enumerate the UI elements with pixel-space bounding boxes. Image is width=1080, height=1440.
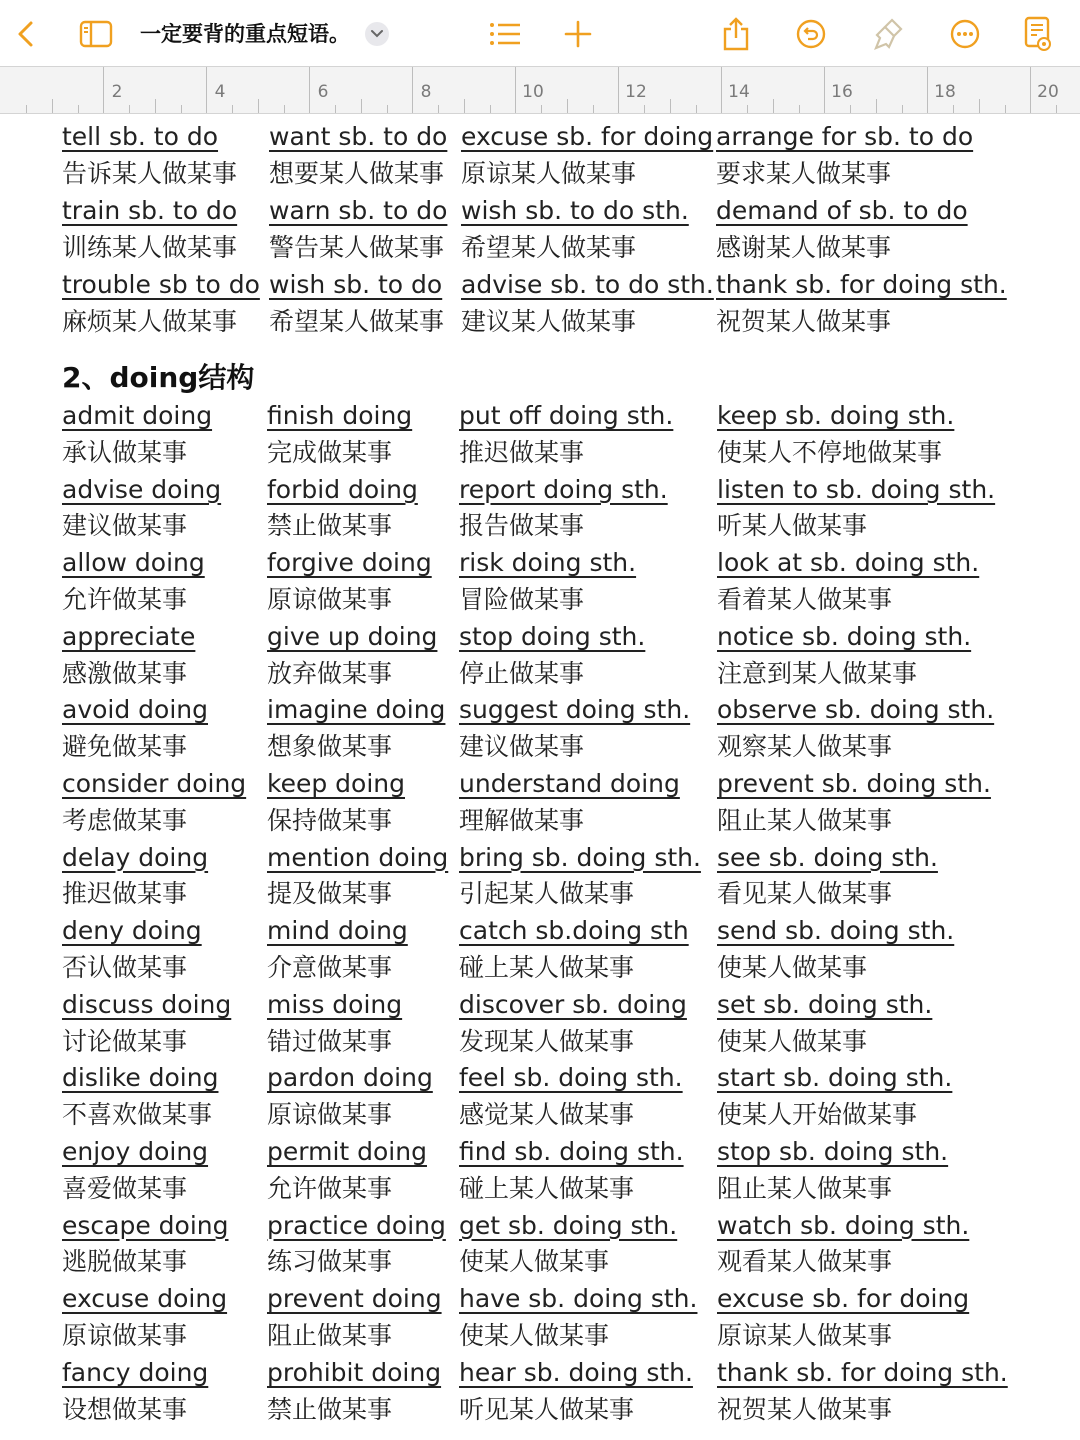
phrase-en[interactable]: start sb. doing sth. [717, 1063, 953, 1093]
column [269, 118, 447, 340]
phrase-zh[interactable]: 阻止某人做某事 [717, 1173, 893, 1203]
phrase-zh[interactable]: 碰上某人做某事 [459, 952, 635, 982]
phrase-zh[interactable]: 逃脱做某事 [62, 1247, 188, 1277]
phrase-zh[interactable]: 避免做某事 [62, 732, 188, 762]
phrase-en[interactable]: stop sb. doing sth. [717, 1136, 949, 1166]
ruler-label: 4 [214, 82, 226, 102]
phrase-zh[interactable]: 推迟做某事 [459, 437, 585, 467]
phrase-en[interactable]: bring sb. doing sth. [459, 842, 701, 872]
list-icon[interactable] [485, 14, 525, 54]
phrase-en[interactable]: stop doing sth. [459, 621, 646, 651]
ruler-label: 20 [1037, 82, 1059, 102]
phrase-zh[interactable]: 完成做某事 [267, 437, 393, 467]
column [62, 398, 246, 1428]
phrase-zh[interactable]: 建议做某事 [62, 511, 188, 541]
phrase-zh[interactable]: 承认做某事 [62, 437, 188, 467]
phrase-en[interactable]: miss doing [267, 989, 403, 1019]
back-icon[interactable] [6, 14, 46, 54]
column [716, 118, 1007, 340]
phrase-en[interactable]: tell sb. to do [62, 122, 219, 151]
phrase-en[interactable]: observe sb. doing sth. [717, 695, 995, 725]
phrase-zh[interactable]: 考虑做某事 [62, 805, 188, 835]
phrase-en[interactable]: imagine doing [267, 695, 446, 725]
phrase-zh[interactable]: 建议做某事 [459, 732, 585, 762]
phrase-en[interactable]: avoid doing [62, 695, 208, 725]
phrase-zh[interactable]: 设想做某事 [62, 1394, 188, 1424]
phrase-en[interactable]: dislike doing [62, 1063, 219, 1093]
phrase-zh[interactable]: 原谅某人做某事 [717, 1320, 893, 1350]
phrase-en[interactable]: discuss doing [62, 989, 232, 1019]
phrase-zh[interactable]: 注意到某人做某事 [717, 658, 918, 688]
phrase-zh[interactable]: 想要某人做某事 [269, 159, 445, 188]
phrase-en[interactable]: wish sb. to do [269, 270, 443, 299]
column [62, 118, 260, 340]
phrase-en[interactable]: mind doing [267, 916, 408, 946]
phrase-zh[interactable]: 祝贺某人做某事 [716, 307, 892, 336]
undo-icon[interactable] [791, 14, 831, 54]
phrase-zh[interactable]: 保持做某事 [267, 805, 393, 835]
phrase-en[interactable]: want sb. to do [269, 122, 448, 151]
phrase-en[interactable]: practice doing [267, 1210, 446, 1240]
ruler[interactable] [0, 66, 1080, 114]
phrase-en[interactable]: thank sb. for doing sth. [716, 270, 1007, 299]
phrase-en[interactable]: suggest doing sth. [459, 695, 691, 725]
ruler-label: 18 [934, 82, 956, 102]
phrase-en[interactable]: excuse sb. for doing [461, 122, 714, 151]
phrase-zh[interactable]: 使某人做某事 [459, 1320, 610, 1350]
ruler-label: 16 [831, 82, 853, 102]
phrase-en[interactable]: excuse doing [62, 1284, 228, 1314]
phrase-en[interactable]: find sb. doing sth. [459, 1136, 684, 1166]
phrase-zh[interactable]: 冒险做某事 [459, 584, 585, 614]
phrase-zh[interactable]: 允许做某事 [267, 1173, 393, 1203]
phrase-en[interactable]: hear sb. doing sth. [459, 1357, 693, 1387]
phrase-en[interactable]: understand doing [459, 768, 680, 798]
phrase-zh[interactable]: 希望某人做某事 [461, 233, 637, 262]
phrase-zh[interactable]: 听见某人做某事 [459, 1394, 635, 1424]
phrase-zh[interactable]: 感觉某人做某事 [459, 1100, 635, 1130]
ruler-label: 14 [728, 82, 750, 102]
phrase-en[interactable]: forgive doing [267, 548, 432, 578]
phrase-zh[interactable]: 提及做某事 [267, 879, 393, 909]
sidebar-icon[interactable] [76, 14, 116, 54]
phrase-en[interactable]: feel sb. doing sth. [459, 1063, 683, 1093]
phrase-en[interactable]: see sb. doing sth. [717, 842, 938, 872]
phrase-en[interactable]: prohibit doing [267, 1357, 442, 1387]
phrase-zh[interactable]: 放弃做某事 [267, 658, 393, 688]
phrase-en[interactable]: delay doing [62, 842, 209, 872]
phrase-zh[interactable]: 看着某人做某事 [717, 584, 893, 614]
phrase-en[interactable]: appreciate [62, 621, 196, 651]
phrase-zh[interactable]: 感谢某人做某事 [716, 233, 892, 262]
phrase-en[interactable]: train sb. to do [62, 196, 238, 225]
phrase-en[interactable]: allow doing [62, 548, 205, 578]
column [267, 398, 448, 1428]
phrase-zh[interactable]: 阻止做某事 [267, 1320, 393, 1350]
phrase-zh[interactable]: 原谅某人做某事 [461, 159, 637, 188]
phrase-zh[interactable]: 麻烦某人做某事 [62, 307, 238, 336]
ruler-label: 2 [111, 82, 123, 102]
phrase-en[interactable]: get sb. doing sth. [459, 1210, 678, 1240]
phrase-en[interactable]: advise sb. to do sth. [461, 270, 714, 299]
phrase-en[interactable]: wish sb. to do sth. [461, 196, 689, 225]
phrase-en[interactable]: watch sb. doing sth. [717, 1210, 970, 1240]
phrase-zh[interactable]: 听某人做某事 [717, 511, 868, 541]
phrase-zh[interactable]: 发现某人做某事 [459, 1026, 635, 1056]
phrase-en[interactable]: finish doing [267, 401, 413, 430]
column [717, 398, 1008, 1428]
phrase-en[interactable]: thank sb. for doing sth. [717, 1357, 1008, 1387]
phrase-zh[interactable]: 要求某人做某事 [716, 159, 892, 188]
phrase-en[interactable]: forbid doing [267, 474, 418, 504]
toolbar [0, 0, 1080, 66]
phrase-en[interactable]: send sb. doing sth. [717, 916, 955, 946]
phrase-zh[interactable]: 使某人做某事 [459, 1247, 610, 1277]
phrase-en[interactable]: excuse sb. for doing [717, 1284, 970, 1314]
phrase-zh[interactable]: 报告做某事 [459, 511, 585, 541]
phrase-en[interactable]: look at sb. doing sth. [717, 548, 980, 578]
phrase-zh[interactable]: 碰上某人做某事 [459, 1173, 635, 1203]
phrase-zh[interactable]: 警告某人做某事 [269, 233, 445, 262]
phrase-zh[interactable]: 使某人做某事 [717, 952, 868, 982]
phrase-en[interactable]: warn sb. to do [269, 196, 448, 225]
ruler-label: 6 [317, 82, 329, 102]
phrase-zh[interactable]: 希望某人做某事 [269, 307, 445, 336]
phrase-zh[interactable]: 使某人不停地做某事 [717, 437, 943, 467]
phrase-zh[interactable]: 祝贺某人做某事 [717, 1394, 893, 1424]
phrase-zh[interactable]: 禁止做某事 [267, 1394, 393, 1424]
phrase-en[interactable]: give up doing [267, 621, 438, 651]
brush-icon[interactable] [868, 14, 908, 54]
phrase-en[interactable]: have sb. doing sth. [459, 1284, 698, 1314]
column [459, 398, 701, 1428]
phrase-zh[interactable]: 感激做某事 [62, 658, 188, 688]
phrase-en[interactable]: arrange for sb. to do [716, 122, 974, 151]
phrase-en[interactable]: set sb. doing sth. [717, 989, 933, 1019]
phrase-zh[interactable]: 阻止某人做某事 [717, 805, 893, 835]
phrase-en[interactable]: fancy doing [62, 1357, 209, 1387]
phrase-en[interactable]: prevent sb. doing sth. [717, 768, 991, 798]
phrase-en[interactable]: notice sb. doing sth. [717, 621, 972, 651]
phrase-zh[interactable]: 原谅做某事 [62, 1320, 188, 1350]
ruler-label: 12 [625, 82, 647, 102]
phrase-en[interactable]: enjoy doing [62, 1136, 209, 1166]
phrase-zh[interactable]: 理解做某事 [459, 805, 585, 835]
phrase-zh[interactable]: 看见某人做某事 [717, 879, 893, 909]
phrase-zh[interactable]: 引起某人做某事 [459, 879, 635, 909]
phrase-en[interactable]: consider doing [62, 768, 247, 798]
phrase-en[interactable]: admit doing [62, 401, 213, 430]
phrase-en[interactable]: pardon doing [267, 1063, 433, 1093]
phrase-en[interactable]: mention doing [267, 842, 449, 872]
phrase-zh[interactable]: 推迟做某事 [62, 879, 188, 909]
phrase-zh[interactable]: 原谅做某事 [267, 584, 393, 614]
phrase-zh[interactable]: 练习做某事 [267, 1247, 393, 1277]
phrase-zh[interactable]: 错过做某事 [267, 1026, 393, 1056]
phrase-zh[interactable]: 介意做某事 [267, 952, 393, 982]
phrase-zh[interactable]: 原谅做某事 [267, 1100, 393, 1130]
phrase-en[interactable]: advise doing [62, 474, 222, 504]
phrase-zh[interactable]: 建议某人做某事 [461, 307, 637, 336]
phrase-zh[interactable]: 告诉某人做某事 [62, 159, 238, 188]
phrase-en[interactable]: risk doing sth. [459, 548, 637, 578]
more-icon[interactable] [945, 14, 985, 54]
phrase-en[interactable]: prevent doing [267, 1284, 442, 1314]
phrase-zh[interactable]: 想象做某事 [267, 732, 393, 762]
phrase-zh[interactable]: 停止做某事 [459, 658, 585, 688]
phrase-zh[interactable]: 喜爱做某事 [62, 1173, 188, 1203]
phrase-en[interactable]: keep sb. doing sth. [717, 401, 955, 430]
document-view-icon[interactable] [1018, 14, 1058, 54]
phrase-en[interactable]: listen to sb. doing sth. [717, 474, 996, 504]
phrase-zh[interactable]: 使某人做某事 [717, 1026, 868, 1056]
phrase-en[interactable]: escape doing [62, 1210, 229, 1240]
phrase-en[interactable]: permit doing [267, 1136, 427, 1166]
phrase-en[interactable]: trouble sb to do [62, 270, 260, 299]
phrase-en[interactable]: report doing sth. [459, 474, 668, 504]
phrase-en[interactable]: catch sb.doing sth [459, 916, 689, 946]
ruler-label: 10 [522, 82, 544, 102]
phrase-zh[interactable]: 不喜欢做某事 [62, 1100, 213, 1130]
phrase-en[interactable]: demand of sb. to do [716, 196, 968, 225]
phrase-en[interactable]: keep doing [267, 768, 405, 798]
share-icon[interactable] [716, 14, 756, 54]
document-title[interactable]: 一定要背的重点短语。 [140, 22, 350, 46]
chevron-down-icon[interactable] [365, 22, 389, 46]
phrase-zh[interactable]: 禁止做某事 [267, 511, 393, 541]
column [461, 118, 714, 340]
phrase-en[interactable]: deny doing [62, 916, 202, 946]
section-heading[interactable]: 2、doing结构 [62, 361, 255, 394]
phrase-zh[interactable]: 使某人开始做某事 [717, 1100, 918, 1130]
phrase-zh[interactable]: 观察某人做某事 [717, 732, 893, 762]
phrase-zh[interactable]: 否认做某事 [62, 952, 188, 982]
phrase-en[interactable]: discover sb. doing [459, 989, 687, 1019]
phrase-en[interactable]: put off doing sth. [459, 401, 674, 430]
ruler-label: 8 [420, 82, 432, 102]
phrase-zh[interactable]: 允许做某事 [62, 584, 188, 614]
phrase-zh[interactable]: 观看某人做某事 [717, 1247, 893, 1277]
plus-icon[interactable] [558, 14, 598, 54]
phrase-zh[interactable]: 训练某人做某事 [62, 233, 238, 262]
phrase-zh[interactable]: 讨论做某事 [62, 1026, 188, 1056]
